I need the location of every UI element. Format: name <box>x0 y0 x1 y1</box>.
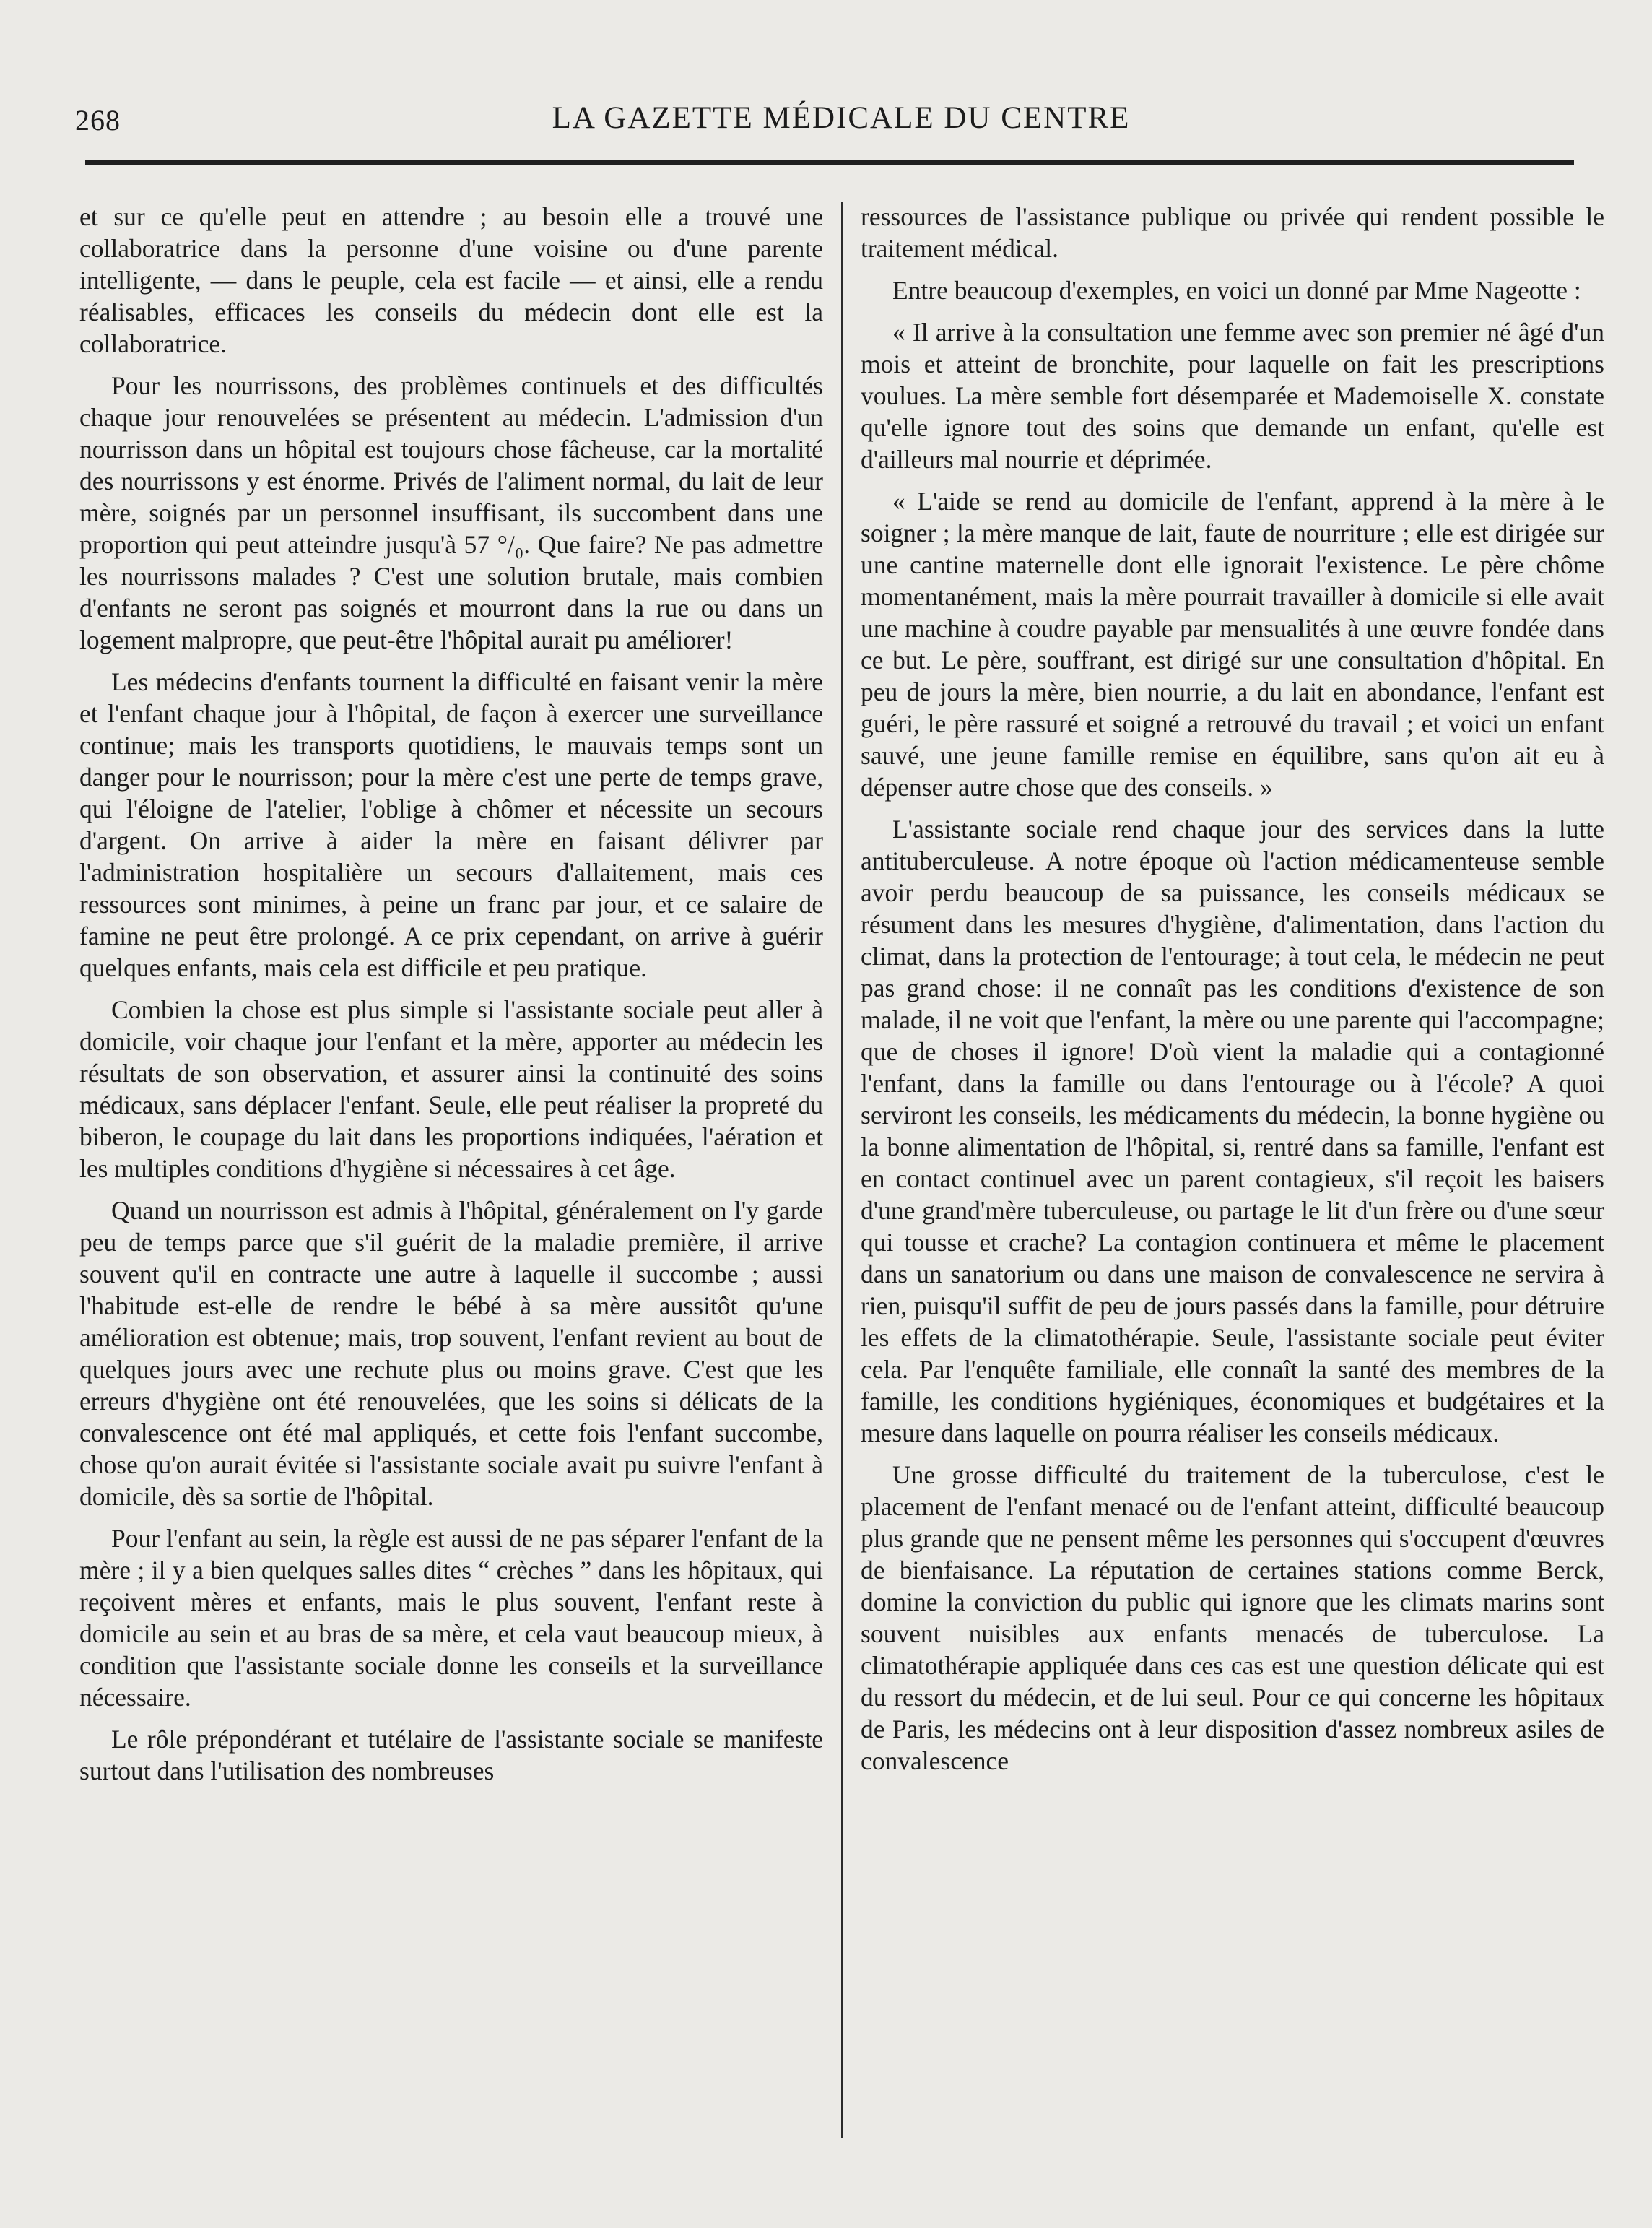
paragraph: Entre beaucoup d'exemples, en voici un donné par Mme Nageotte : <box>892 276 1581 305</box>
page-header <box>72 97 1610 141</box>
paragraph: « Il arrive à la consultation une femme avec son premier né âgé d'un mois et atteint de bronchite, pour laquelle on fait les prescriptions voulues. La mère semble fort désemparée et Mademoiselle X. constate qu'elle ignore tout des soins que demande un enfant, qu'elle est d'ailleurs mal nourrie et déprimée. <box>861 318 1604 474</box>
paragraph: Pour les nourrissons, des problèmes continuels et des difficultés chaque jour renouvelées se présentent au médecin. L'admission d'un nourrisson dans un hôpital est toujours chose fâcheuse, car la mortalité des nourrissons y est énorme. Privés de l'aliment normal, du lait de leur mère, soignés par un personnel insuffisant, ils succombent dans une proportion qui peut atteindre jusqu'à 57 °/₀. Que faire? Ne pas admettre les nourrissons malades ? C'est une solution brutale, mais combien d'enfants ne seront pas soignés et mourront dans la rue ou dans un logement malpropre, que peut-être l'hôpital aurait pu améliorer! <box>79 371 823 654</box>
right-column <box>861 201 1604 1787</box>
paragraph: Une grosse difficulté du traitement de la tuberculose, c'est le placement de l'enfant menacé ou de l'enfant atteint, difficulté beaucoup plus grande que ne pensent même les personnes qui s'occupent d'œuvres de bienfaisance. La réputation de certaines stations comme Berck, domine la conviction du public qui ignore que les climats marins sont souvent nuisibles aux enfants menacés de tuberculose. La climatothérapie appliquée dans ces cas est une question délicate qui est du ressort du médecin, et de lui seul. Pour ce qui concerne les hôpitaux de Paris, les médecins ont à leur disposition d'assez nombreux asiles de convalescence <box>861 1460 1604 1775</box>
paragraph: ressources de l'assistance publique ou privée qui rendent possible le traitement médical. <box>861 202 1604 263</box>
page-number: 268 <box>75 104 121 136</box>
paragraph: L'assistante sociale rend chaque jour des services dans la lutte antituberculeuse. A notre époque où l'action médicamenteuse semble avoir perdu beaucoup de sa puissance, les conseils médicaux se résument dans les mesures d'hygiène, d'alimentation, dans l'action du climat, dans la protection de l'entourage; à tout cela, le médecin ne peut pas grand chose: il ne connaît pas les conditions d'existence de son malade, il ne voit que l'enfant, la mère ou une parente qui l'accompagne; que de choses il ignore! D'où vient la maladie qui a contagionné l'enfant, dans la famille ou dans l'entourage ou à l'école? A quoi serviront les conseils, les médicaments du médecin, la bonne hygiène ou la bonne alimentation de l'hôpital, si, rentré dans sa famille, l'enfant est en contact continuel avec un parent contagieux, s'il reçoit les baisers d'une grand'mère tuberculeuse, ou partage le lit d'un frère ou d'une sœur qui tousse et crache? La contagion continuera et même le placement dans un sanatorium ou dans une maison de convalescence ne servira à rien, puisqu'il suffit de peu de jours passés dans la famille, pour détruire les effets de la climatothérapie. Seule, l'assistante sociale peut éviter cela. Par l'enquête familiale, elle connaît la santé des membres de la famille, les conditions hygiéniques, économiques et budgétaires et la mesure dans laquelle on pourra réaliser les conseils médicaux. <box>861 815 1604 1447</box>
column-divider <box>841 202 843 2138</box>
journal-title: LA GAZETTE MÉDICALE DU CENTRE <box>552 101 1131 135</box>
left-column <box>79 201 823 1797</box>
paragraph: et sur ce qu'elle peut en attendre ; au besoin elle a trouvé une collaboratrice dans la personne d'une voisine ou d'une parente intelligente, — dans le peuple, cela est facile — et ainsi, elle a rendu réalisables, efficaces les conseils du médecin dont elle est la collaboratrice. <box>79 202 823 358</box>
paragraph: Le rôle prépondérant et tutélaire de l'assistante sociale se manifeste surtout dans l'utilisation des nombreuses <box>79 1725 823 1785</box>
paragraph: « L'aide se rend au domicile de l'enfant, apprend à la mère à le soigner ; la mère manque de lait, faute de nourriture ; elle est dirigée sur une cantine maternelle dont elle ignorait l'existence. Le père chôme momentanément, mais la mère pourrait travailler à domicile si elle avait une machine à coudre payable par mensualités à une œuvre fondée dans ce but. Le père, souffrant, est dirigé sur une consultation d'hôpital. En peu de jours la mère, bien nourrie, a du lait en abondance, l'enfant est guéri, le père rassuré et soigné a retrouvé du travail ; et voici un enfant sauvé, une jeune famille remise en équilibre, sans qu'on ait eu à dépenser autre chose que des conseils. » <box>861 487 1604 802</box>
header-rule <box>85 160 1574 165</box>
paragraph: Les médecins d'enfants tournent la difficulté en faisant venir la mère et l'enfant chaque jour à l'hôpital, de façon à exercer une surveillance continue; mais les transports quotidiens, le mauvais temps sont un danger pour le nourrisson; pour la mère c'est une perte de temps grave, qui l'éloigne de l'atelier, l'oblige à chômer et nécessite un secours d'argent. On arrive à aider la mère en faisant délivrer par l'administration hospitalière un secours d'allaitement, mais ces ressources sont minimes, à peine un franc par jour, et ce salaire de famine ne peut être prolongé. A ce prix cependant, on arrive à guérir quelques enfants, mais cela est difficile et peu pratique. <box>79 667 823 982</box>
paragraph: Pour l'enfant au sein, la règle est aussi de ne pas séparer l'enfant de la mère ; il y a bien quelques salles dites “ crèches ” dans les hôpitaux, qui reçoivent mères et enfants, mais le plus souvent, l'enfant reste à domicile au sein et au bras de sa mère, et cela vaut beaucoup mieux, à condition que l'assistante sociale donne les conseils et la surveillance nécessaire. <box>79 1524 823 1712</box>
paragraph: Combien la chose est plus simple si l'assistante sociale peut aller à domicile, voir chaque jour l'enfant et la mère, apporter au médecin les résultats de son observation, et assurer ainsi la continuité des soins médicaux, sans déplacer l'enfant. Seule, elle peut réaliser la propreté du biberon, le coupage du lait dans les proportions indiquées, l'aération et les multiples conditions d'hygiène si nécessaires à cet âge. <box>79 995 823 1183</box>
paragraph: Quand un nourrisson est admis à l'hôpital, généralement on l'y garde peu de temps parce que s'il guérit de la maladie première, il arrive souvent qu'il en contracte une autre à laquelle il succombe ; aussi l'habitude est-elle de rendre le bébé à sa mère aussitôt qu'une amélioration est obtenue; mais, trop souvent, l'enfant revient au bout de quelques jours avec une rechute plus ou moins grave. C'est que les erreurs d'hygiène ont été renouvelées, que les soins si délicats de la convalescence ont été mal appliqués, et cette fois l'enfant succombe, chose qu'on aurait évitée si l'assistante sociale avait pu suivre l'enfant à domicile, dès sa sortie de l'hôpital. <box>79 1196 823 1511</box>
